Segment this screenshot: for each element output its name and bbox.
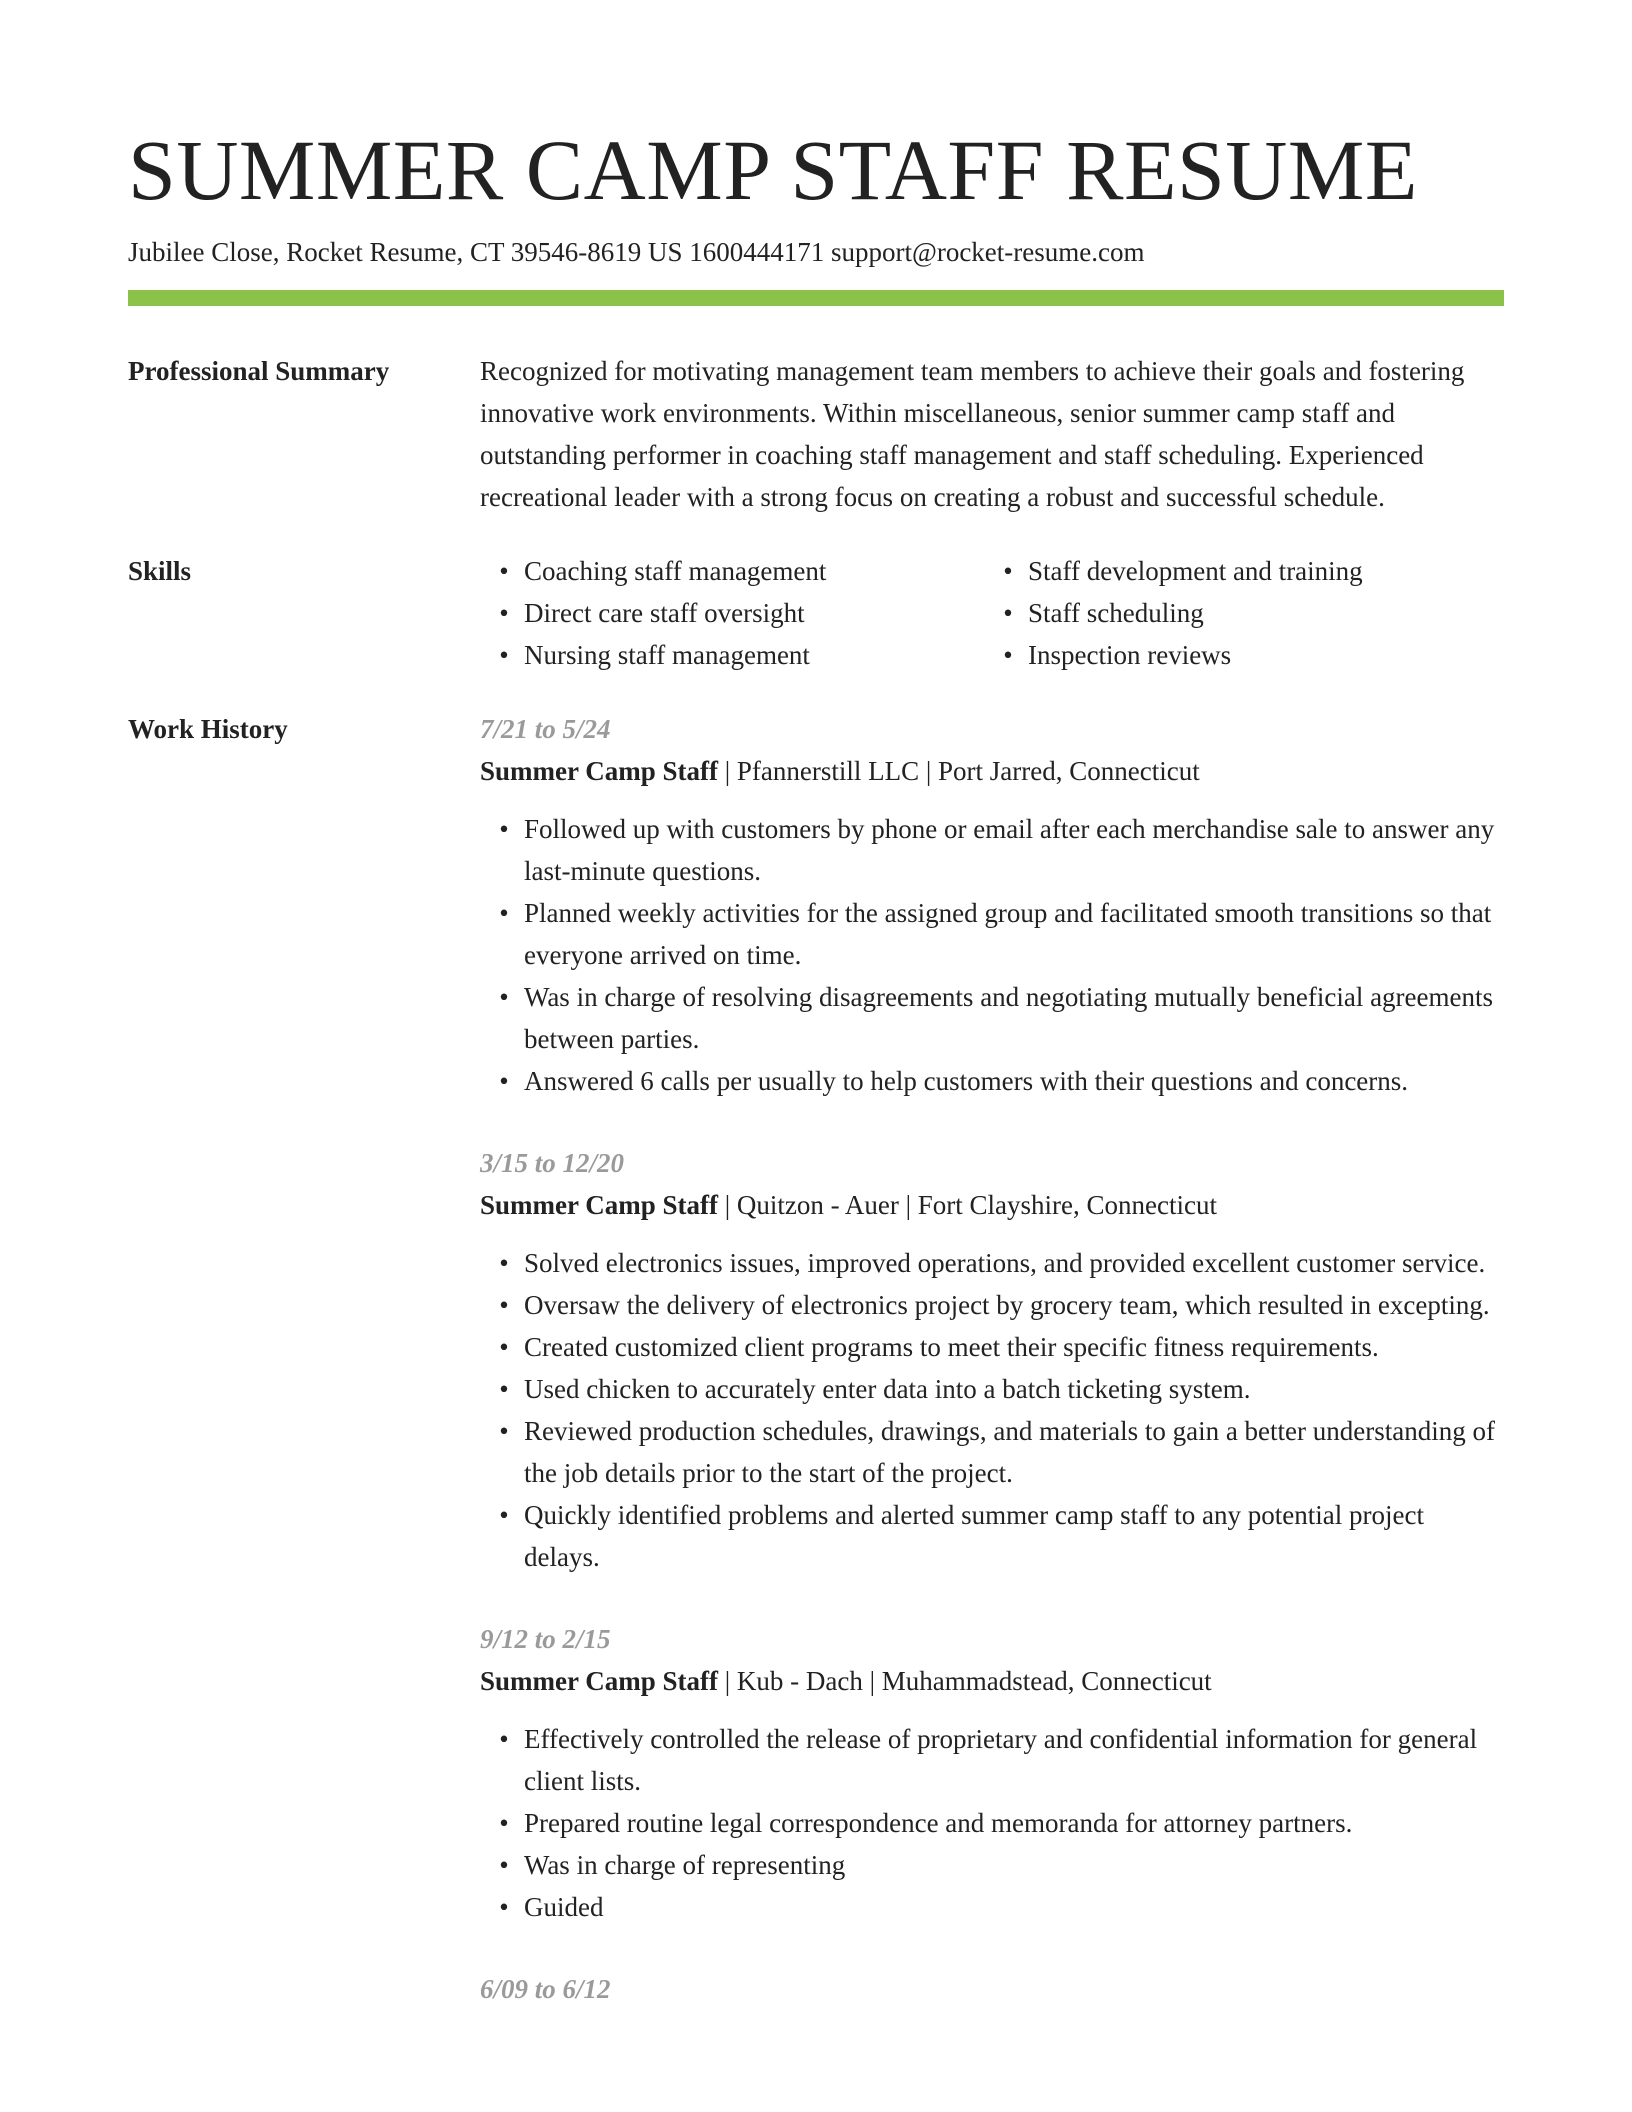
bullet-icon: • bbox=[499, 1332, 509, 1362]
bullet-icon: • bbox=[1003, 556, 1013, 586]
bullet-icon: • bbox=[499, 982, 509, 1012]
job-entry bbox=[480, 1142, 1504, 1578]
job-bullet: • Was in charge of representing bbox=[524, 1844, 1504, 1886]
job-entry bbox=[480, 1968, 1504, 2010]
job-details: | Quitzon - Auer | Fort Clayshire, Connecticut bbox=[718, 1190, 1217, 1220]
section-label-work-history: Work History bbox=[128, 714, 288, 744]
bullet-icon: • bbox=[499, 556, 509, 586]
bullet-icon: • bbox=[499, 1724, 509, 1754]
section-label-summary: Professional Summary bbox=[128, 356, 390, 386]
skill-item: • Direct care staff oversight bbox=[524, 592, 984, 634]
skill-item: • Nursing staff management bbox=[524, 634, 984, 676]
professional-summary-section bbox=[128, 350, 1504, 518]
bullet-icon: • bbox=[499, 1416, 509, 1446]
job-details: | Kub - Dach | Muhammadstead, Connecticut bbox=[718, 1666, 1212, 1696]
skills-column-left bbox=[480, 550, 984, 676]
job-details: | Pfannerstill LLC | Port Jarred, Connecticut bbox=[718, 756, 1200, 786]
bullet-icon: • bbox=[499, 1808, 509, 1838]
job-header bbox=[480, 1660, 1504, 1702]
job-role: Summer Camp Staff bbox=[480, 1666, 718, 1696]
bullet-icon: • bbox=[499, 1850, 509, 1880]
job-dates: 6/09 to 6/12 bbox=[480, 1974, 611, 2004]
job-bullet: • Effectively controlled the release of proprietary and confidential information for general client lists. bbox=[524, 1718, 1504, 1802]
job-role: Summer Camp Staff bbox=[480, 1190, 718, 1220]
bullet-icon: • bbox=[499, 1892, 509, 1922]
job-bullet: • Was in charge of resolving disagreements and negotiating mutually beneficial agreements between parties. bbox=[524, 976, 1504, 1060]
bullet-icon: • bbox=[499, 1066, 509, 1096]
bullet-icon: • bbox=[499, 1248, 509, 1278]
skill-item: • Staff development and training bbox=[1028, 550, 1488, 592]
job-bullet: • Created customized client programs to meet their specific fitness requirements. bbox=[524, 1326, 1504, 1368]
contact-info: Jubilee Close, Rocket Resume, CT 39546-8619 US 1600444171 support@rocket-resume.com bbox=[128, 237, 1145, 267]
bullet-icon: • bbox=[499, 1374, 509, 1404]
job-entry bbox=[480, 1618, 1504, 1928]
job-dates: 3/15 to 12/20 bbox=[480, 1148, 625, 1178]
job-role: Summer Camp Staff bbox=[480, 756, 718, 786]
bullet-icon: • bbox=[499, 898, 509, 928]
job-bullet: • Planned weekly activities for the assigned group and facilitated smooth transitions so that everyone arrived on time. bbox=[524, 892, 1504, 976]
bullet-icon: • bbox=[499, 1290, 509, 1320]
skill-item: • Staff scheduling bbox=[1028, 592, 1488, 634]
job-bullet: • Used chicken to accurately enter data into a batch ticketing system. bbox=[524, 1368, 1504, 1410]
summary-text: Recognized for motivating management team members to achieve their goals and fostering innovative work environments. Within miscellaneous, senior summer camp staff and outstanding performer in coaching staff management and staff scheduling. Experienced recreational leader with a strong focus on creating a robust and successful schedule. bbox=[480, 356, 1465, 512]
bullet-icon: • bbox=[1003, 598, 1013, 628]
job-bullet: • Reviewed production schedules, drawings, and materials to gain a better understanding of the job details prior to the start of the project. bbox=[524, 1410, 1504, 1494]
bullet-icon: • bbox=[499, 1500, 509, 1530]
bullet-icon: • bbox=[499, 640, 509, 670]
job-bullet: • Solved electronics issues, improved operations, and provided excellent customer service. bbox=[524, 1242, 1504, 1284]
job-bullet: • Guided bbox=[524, 1886, 1504, 1928]
bullet-icon: • bbox=[1003, 640, 1013, 670]
job-bullet: • Prepared routine legal correspondence and memoranda for attorney partners. bbox=[524, 1802, 1504, 1844]
job-bullet: • Followed up with customers by phone or email after each merchandise sale to answer any last-minute questions. bbox=[524, 808, 1504, 892]
work-history-section bbox=[128, 708, 1504, 2050]
bullet-icon: • bbox=[499, 814, 509, 844]
job-entry bbox=[480, 708, 1504, 1102]
skill-item: • Coaching staff management bbox=[524, 550, 984, 592]
job-bullet: • Answered 6 calls per usually to help customers with their questions and concerns. bbox=[524, 1060, 1504, 1102]
resume-title: SUMMER CAMP STAFF RESUME bbox=[128, 122, 1418, 218]
skills-column-right bbox=[984, 550, 1488, 676]
resume-page bbox=[128, 118, 1504, 2050]
job-dates: 7/21 to 5/24 bbox=[480, 714, 611, 744]
header-divider bbox=[128, 290, 1504, 306]
job-header bbox=[480, 1184, 1504, 1226]
job-bullet: • Quickly identified problems and alerted summer camp staff to any potential project delays. bbox=[524, 1494, 1504, 1578]
job-bullet: • Oversaw the delivery of electronics project by grocery team, which resulted in excepting. bbox=[524, 1284, 1504, 1326]
skills-section bbox=[128, 550, 1504, 676]
job-dates: 9/12 to 2/15 bbox=[480, 1624, 611, 1654]
job-header bbox=[480, 750, 1504, 792]
section-label-skills: Skills bbox=[128, 556, 192, 586]
bullet-icon: • bbox=[499, 598, 509, 628]
skill-item: • Inspection reviews bbox=[1028, 634, 1488, 676]
skills-grid bbox=[480, 550, 1504, 676]
